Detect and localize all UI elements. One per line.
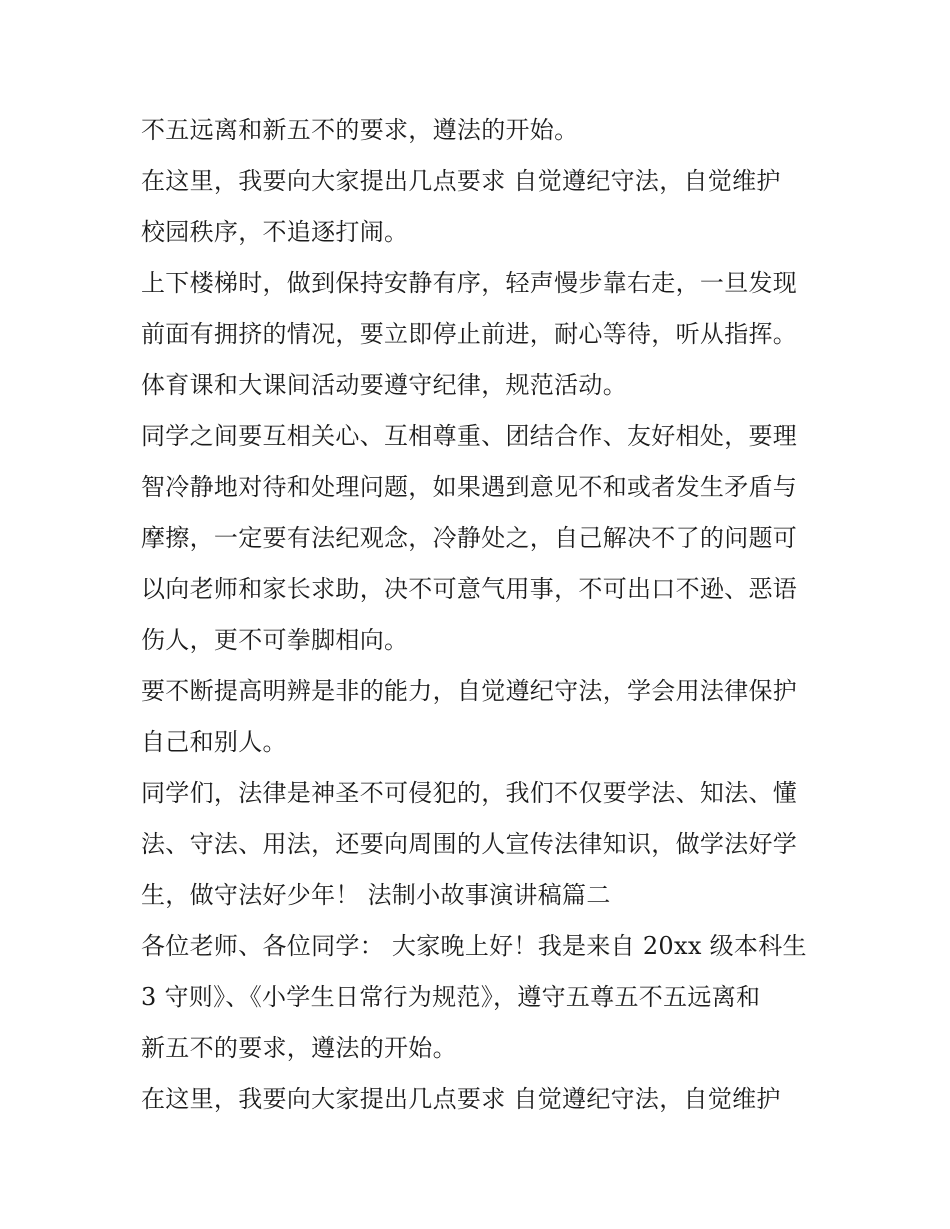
text-line: 要不断提高明辨是非的能力，自觉遵纪守法，学会用法律保护 (141, 677, 798, 705)
text-line: 同学们，法律是神圣不可侵犯的，我们不仅要学法、知法、懂 (141, 779, 798, 807)
text-line: 以向老师和家长求助，决不可意气用事，不可出口不逊、恶语 (141, 575, 798, 603)
text-line: 生，做守法好少年！ 法制小故事演讲稿篇二 (141, 881, 611, 909)
text-line: 摩擦，一定要有法纪观念，冷静处之，自己解决不了的问题可 (141, 524, 798, 552)
text-line: 3 守则》、《小学生日常行为规范》，遵守五尊五不五远离和 (141, 983, 761, 1011)
text-line: 各位老师、各位同学： 大家晚上好！我是来自 20xx 级本科生 (141, 932, 807, 960)
text-line: 智冷静地对待和处理问题，如果遇到意见不和或者发生矛盾与 (141, 473, 798, 501)
document-body (141, 105, 831, 1125)
text-line: 法、守法、用法，还要向周围的人宣传法律知识，做学法好学 (141, 830, 798, 858)
text-line: 在这里，我要向大家提出几点要求 自觉遵纪守法，自觉维护 (141, 167, 781, 195)
text-line: 体育课和大课间活动要遵守纪律，规范活动。 (141, 371, 627, 399)
text-line: 在这里，我要向大家提出几点要求 自觉遵纪守法，自觉维护 (141, 1085, 781, 1113)
text-line: 伤人，更不可拳脚相向。 (141, 626, 409, 654)
text-line: 校园秩序，不追逐打闹。 (141, 218, 409, 246)
text-line: 不五远离和新五不的要求，遵法的开始。 (141, 116, 579, 144)
text-line: 同学之间要互相关心、互相尊重、团结合作、友好相处，要理 (141, 422, 798, 450)
text-line: 新五不的要求，遵法的开始。 (141, 1034, 457, 1062)
text-line: 前面有拥挤的情况，要立即停止前进，耐心等待，听从指挥。 (141, 320, 798, 348)
text-line: 上下楼梯时，做到保持安静有序，轻声慢步靠右走，一旦发现 (141, 269, 798, 297)
text-line: 自己和别人。 (141, 728, 287, 756)
